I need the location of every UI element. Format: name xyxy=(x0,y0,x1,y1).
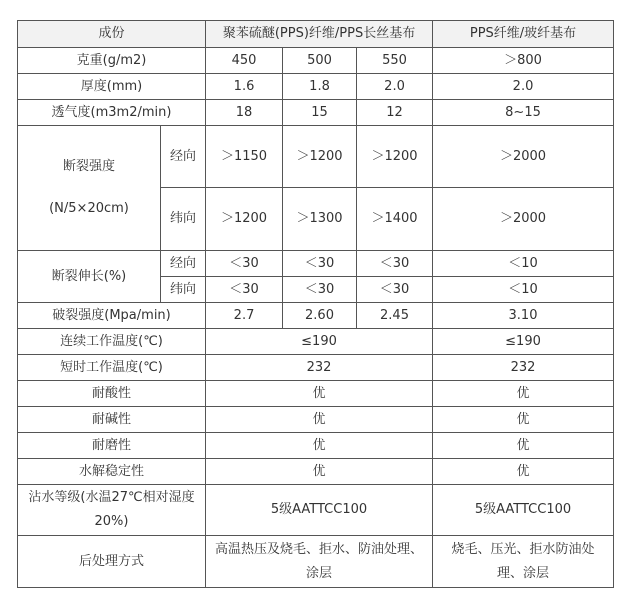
post-g2-line1: 烧毛、压光、拒水防油处 xyxy=(451,541,595,557)
cell: ＜30 xyxy=(206,251,283,277)
table-row-permeability xyxy=(18,100,614,126)
cell: 1.6 xyxy=(206,74,283,100)
cell: 优 xyxy=(433,381,614,407)
header-property: 成份 xyxy=(18,21,206,48)
cell: ＞1300 xyxy=(283,188,357,251)
cell: 2.7 xyxy=(206,303,283,329)
header-row xyxy=(18,21,614,48)
cell: 优 xyxy=(433,407,614,433)
sub-label: 纬向 xyxy=(161,277,206,303)
header-group-pps-glass: PPS纤维/玻纤基布 xyxy=(433,21,614,48)
row-label-water-repellency xyxy=(18,485,206,536)
cell: 12 xyxy=(357,100,433,126)
post-g1-line2: 涂层 xyxy=(306,565,333,581)
cell: ＞2000 xyxy=(433,188,614,251)
cell: 优 xyxy=(433,459,614,485)
cell: 1.8 xyxy=(283,74,357,100)
row-label: 耐磨性 xyxy=(18,433,206,459)
strength-label-top: 断裂强度 xyxy=(62,159,115,174)
cell: ≤190 xyxy=(206,329,433,355)
water-label-line1: 沾水等级(水温27℃相对湿度 xyxy=(28,490,195,505)
table-row-thickness xyxy=(18,74,614,100)
row-label: 克重(g/m2) xyxy=(18,48,206,74)
cell: 232 xyxy=(433,355,614,381)
table-row-weight xyxy=(18,48,614,74)
cell: 优 xyxy=(206,381,433,407)
strength-label-bottom: (N/5×20cm) xyxy=(49,201,129,216)
row-label: 耐碱性 xyxy=(18,407,206,433)
cell: 8~15 xyxy=(433,100,614,126)
cell: 2.0 xyxy=(433,74,614,100)
cell: 5级AATTCC100 xyxy=(206,485,433,536)
cell: ＞2000 xyxy=(433,126,614,188)
cell: ＜30 xyxy=(357,251,433,277)
cell: 450 xyxy=(206,48,283,74)
table-row-short-temp xyxy=(18,355,614,381)
cell: 优 xyxy=(206,433,433,459)
cell: 550 xyxy=(357,48,433,74)
table-row-burst xyxy=(18,303,614,329)
cell: ＜30 xyxy=(357,277,433,303)
row-label: 破裂强度(Mpa/min) xyxy=(18,303,206,329)
cell: 15 xyxy=(283,100,357,126)
cell: ＜30 xyxy=(206,277,283,303)
cell: ＜30 xyxy=(283,277,357,303)
table-row-hydrolysis xyxy=(18,459,614,485)
cell-post-treatment-group1 xyxy=(206,536,433,588)
spec-table xyxy=(17,20,614,588)
cell: 5级AATTCC100 xyxy=(433,485,614,536)
table-row-elongation-warp xyxy=(18,251,614,277)
cell: 232 xyxy=(206,355,433,381)
cell: 2.45 xyxy=(357,303,433,329)
post-g2-line2: 理、涂层 xyxy=(497,565,550,581)
table-row-alkali xyxy=(18,407,614,433)
cell: ≤190 xyxy=(433,329,614,355)
cell: ＜10 xyxy=(433,251,614,277)
row-label: 断裂伸长(%) xyxy=(18,251,161,303)
table-row-post-treatment xyxy=(18,536,614,588)
table-row-abrasion xyxy=(18,433,614,459)
cell: 500 xyxy=(283,48,357,74)
row-label: 水解稳定性 xyxy=(18,459,206,485)
row-label: 连续工作温度(℃) xyxy=(18,329,206,355)
cell: 3.10 xyxy=(433,303,614,329)
cell: ＞800 xyxy=(433,48,614,74)
sub-label: 经向 xyxy=(161,126,206,188)
sub-label: 经向 xyxy=(161,251,206,277)
row-label: 厚度(mm) xyxy=(18,74,206,100)
cell: ＞1200 xyxy=(357,126,433,188)
sub-label: 纬向 xyxy=(161,188,206,251)
cell: 2.60 xyxy=(283,303,357,329)
cell-post-treatment-group2 xyxy=(433,536,614,588)
water-label-line2: 20%) xyxy=(94,514,129,529)
header-group-pps-filament: 聚苯硫醚(PPS)纤维/PPS长丝基布 xyxy=(206,21,433,48)
table-row-water-repellency xyxy=(18,485,614,536)
table-row-strength-warp xyxy=(18,126,614,188)
row-label: 透气度(m3m2/min) xyxy=(18,100,206,126)
cell: ＞1400 xyxy=(357,188,433,251)
cell: 优 xyxy=(206,459,433,485)
cell: ＞1200 xyxy=(283,126,357,188)
cell: 优 xyxy=(206,407,433,433)
cell: 18 xyxy=(206,100,283,126)
post-g1-line1: 高温热压及烧毛、拒水、防油处理、 xyxy=(215,541,424,557)
cell: 优 xyxy=(433,433,614,459)
row-label-strength xyxy=(18,126,161,251)
row-label: 短时工作温度(℃) xyxy=(18,355,206,381)
table-row-acid xyxy=(18,381,614,407)
cell: 2.0 xyxy=(357,74,433,100)
row-label: 耐酸性 xyxy=(18,381,206,407)
cell: ＜30 xyxy=(283,251,357,277)
cell: ＜10 xyxy=(433,277,614,303)
cell: ＞1200 xyxy=(206,188,283,251)
cell: ＞1150 xyxy=(206,126,283,188)
row-label: 后处理方式 xyxy=(18,536,206,588)
table-row-continuous-temp xyxy=(18,329,614,355)
